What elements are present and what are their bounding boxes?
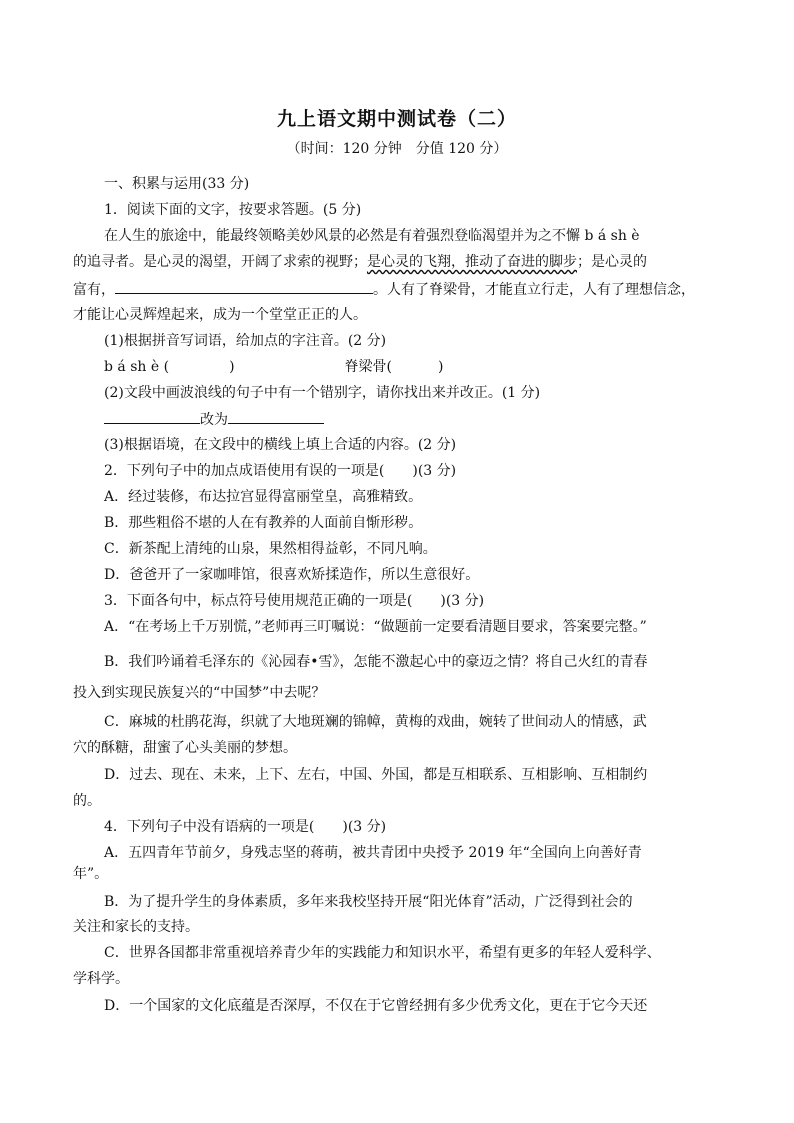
word-prompt: 脊梁骨(	[344, 359, 392, 375]
q2-option-b: B．那些粗俗不堪的人在有教养的人面前自惭形秽。	[104, 515, 423, 531]
change-to-label: 改为	[200, 412, 228, 428]
q2-option-a: A．经过装修，布达拉宫显得富丽堂皇，高雅精致。	[104, 489, 423, 505]
q3-option-c-line-1: C．麻城的杜鹃花海，织就了大地斑斓的锦幛，黄梅的戏曲，婉转了世间动人的情感，武	[104, 714, 647, 730]
q4-option-d-line-1: D．一个国家的文化底蕴是否深厚，不仅在于它曾经拥有多少优秀文化，更在于它今天还	[104, 998, 648, 1014]
q4-option-b-line-1: B．为了提升学生的身体素质，多年来我校坚持开展“阳光体育”活动，广泛得到社会的	[104, 894, 633, 910]
q4-option-c-line-2: 学科学。	[73, 971, 129, 987]
q3-option-c-line-2: 穴的酥糖，甜蜜了心头美丽的梦想。	[73, 740, 297, 756]
section-heading: 一、积累与运用(33 分)	[104, 176, 250, 192]
q3-option-b-line-1: B．我们吟诵着毛泽东的《沁园春•雪》，怎能不激起心中的豪迈之情？将自己火红的青春	[104, 654, 648, 670]
wavy-sentence: 是心灵的飞翔，推动了奋进的脚步	[367, 254, 577, 270]
passage-text: 的追寻者。是心灵的渴望，开阔了求索的视野；	[73, 254, 367, 270]
q3-option-b-line-2: 投入到实现民族复兴的“中国梦”中去呢？	[73, 685, 326, 701]
q3-option-d-line-1: D．过去、现在、未来，上下、左右，中国、外国，都是互相联系、互相影响、互相制约	[104, 767, 648, 783]
passage-text: 富有，	[73, 282, 115, 298]
bracket: )	[438, 359, 444, 375]
q1-passage-line-2	[73, 252, 647, 272]
q2-stem: 2．下列句子中的加点成语使用有误的一项是( )(3 分)	[104, 463, 457, 479]
q4-option-a-line-1: A．五四青年节前夕，身残志坚的蒋萌，被共青团中央授予 2019 年“全国向上向善好青	[104, 845, 642, 861]
q3-stem: 3．下面各句中，标点符号使用规范正确的一项是( )(3 分)	[104, 593, 485, 609]
q1-passage-line-1: 在人生的旅途中，能最终领略美妙风景的必然是有着强烈登临渴望并为之不懈 b á sh è	[104, 228, 640, 244]
q4-stem: 4．下列句子中没有语病的一项是( )(3 分)	[104, 819, 387, 835]
q4-option-b-line-2: 关注和家长的支持。	[73, 919, 199, 935]
passage-text: ；是心灵的	[577, 254, 647, 270]
q3-option-a: A．“在考场上千万别慌，”老师再三叮嘱说：“做题前一定要看清题目要求，答案要完整。”	[104, 619, 647, 635]
q1-sub-2: (2)文段中画波浪线的句子中有一个错别字，请你找出来并改正。(1 分)	[104, 385, 541, 401]
q1-sub-1: (1)根据拼音写词语，给加点的字注音。(2 分)	[104, 333, 387, 349]
q2-option-c: C．新茶配上清纯的山泉，果然相得益彰，不同凡响。	[104, 541, 437, 557]
q1-sub-1-answers	[104, 357, 443, 377]
q1-sub-3: (3)根据语境，在文段中的横线上填上合适的内容。(2 分)	[104, 437, 457, 453]
passage-text: 。人有了脊梁骨，才能直立行走，人有了理想信念，	[373, 282, 695, 298]
page-subtitle: （时间：120 分钟 分值 120 分）	[286, 141, 508, 157]
fill-blank[interactable]	[115, 279, 373, 294]
q2-option-d: D．爸爸开了一家咖啡馆，很喜欢矫揉造作，所以生意很好。	[104, 567, 480, 583]
q1-stem: 1．阅读下面的文字，按要求答题。(5 分)	[104, 202, 362, 218]
q4-option-c-line-1: C．世界各国都非常重视培养青少年的实践能力和知识水平，希望有更多的年轻人爱科学、	[104, 945, 661, 961]
q1-passage-line-4: 才能让心灵辉煌起来，成为一个堂堂正正的人。	[73, 307, 367, 323]
fill-blank[interactable]	[228, 409, 324, 424]
page-title: 九上语文期中测试卷（二）	[276, 108, 517, 130]
q1-sub-2-answer	[104, 409, 324, 430]
bracket: )	[229, 359, 235, 375]
q1-passage-line-3	[73, 279, 695, 300]
q4-option-a-line-2: 年”。	[73, 866, 109, 882]
q3-option-d-line-2: 的。	[73, 793, 101, 809]
pinyin-prompt: b á sh è (	[104, 359, 170, 375]
fill-blank[interactable]	[104, 409, 200, 424]
